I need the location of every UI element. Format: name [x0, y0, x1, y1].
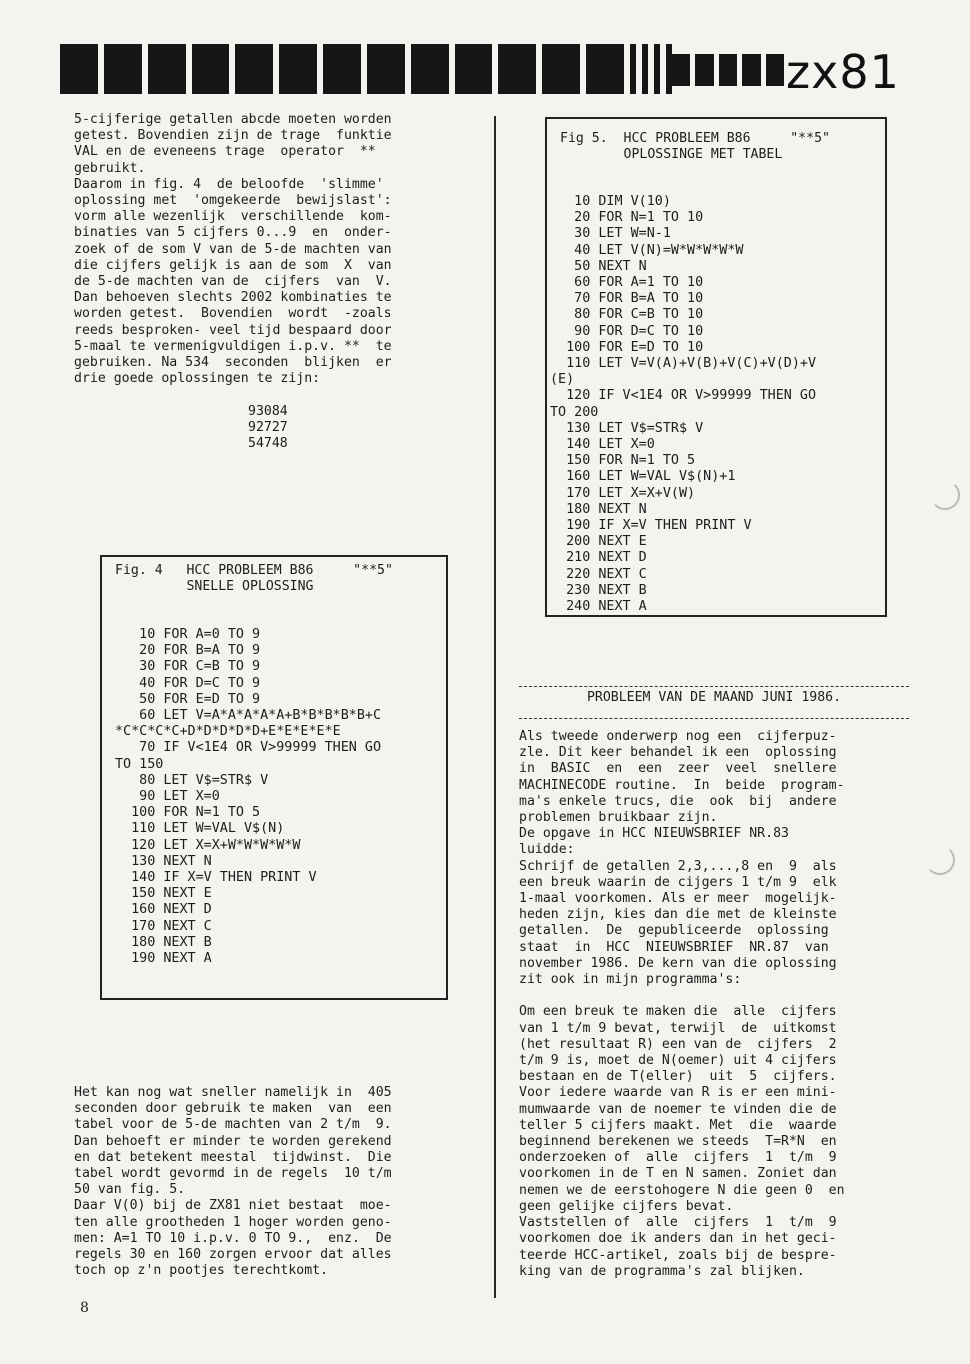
header-bar: [60, 44, 672, 94]
header-block: [367, 44, 405, 94]
header-block: [60, 44, 98, 94]
header-block: [148, 44, 186, 94]
result-value: 92727: [248, 420, 288, 436]
header-block: [104, 44, 142, 94]
header-block: [672, 54, 690, 86]
fig5-box: [545, 117, 887, 617]
header-block: [279, 44, 317, 94]
header-block: [455, 44, 493, 94]
section-rule-bottom: [519, 718, 909, 719]
punch-hole: [925, 845, 955, 875]
header-block: [411, 44, 449, 94]
section-title: PROBLEEM VAN DE MAAND JUNI 1986.: [586, 690, 842, 705]
header-block: [642, 44, 648, 94]
section-rule-top: [519, 686, 909, 687]
header-block: [192, 44, 230, 94]
header-tail: [672, 54, 784, 86]
results-list: [248, 404, 288, 453]
fig4-box: [100, 555, 448, 1000]
header-block: [630, 44, 636, 94]
header-block: [654, 44, 660, 94]
result-value: 93084: [248, 404, 288, 419]
left-intro-text: 5-cijferige getallen abcde moeten worden getest. Bovendien zijn de trage funktie VAL en de eveneens trage operator ** gebruikt. Daarom in fig. 4 de beloofde 'slimme' oplossing met 'omgekeerde bewijslast': vorm alle wezenlijk verschillende kom- binaties van 5 cijfers 0...9 en onder- zoek of de som V van de 5-de machten van die cijfers gelijk is aan de som X van de 5-de machten van de cijfers van V. Dan behoeven slechts 2002 kombinaties te worden getest. Bovendien wordt -zoals reeds besproken- veel tijd bespaard door 5-maal te vermenigvuldigen i.p.v. ** te gebruiken. Na 534 seconden blijken er drie goede oplossingen te zijn:: [74, 112, 392, 387]
fig4-caption: Fig. 4 HCC PROBLEEM B86 "**5" SNELLE OPLOSSING: [115, 563, 393, 595]
header-block: [235, 44, 273, 94]
page-number: 8: [80, 1300, 89, 1316]
header-block: [766, 54, 784, 86]
fig5-caption: Fig 5. HCC PROBLEEM B86 "**5" OPLOSSINGE MET TABEL: [560, 131, 830, 163]
header-block: [742, 54, 760, 86]
left-outro-text: Het kan nog wat sneller namelijk in 405 seconden door gebruik te maken van een tabel voor de 5-de machten van 2 t/m 9. Dan behoeft er minder te worden gerekend en dat betekent meestal tijdwinst. Die tabel wordt gevormd in de regels 10 t/m 50 van fig. 5. Daar V(0) bij de ZX81 niet bestaat moe- ten alle grootheden 1 hoger worden geno- men: A=1 TO 10 i.p.v. 0 TO 9., enz. De regels 30 en 160 zorgen ervoor dat alles toch op z'n pootjes terechtkomt.: [74, 1085, 392, 1279]
zx81-logo: zx81: [786, 45, 900, 99]
fig4-code: 10 FOR A=0 TO 9 20 FOR B=A TO 9 30 FOR C=B TO 9 40 FOR D=C TO 9 50 FOR E=D TO 9 60 LET V=A*A*A*A*A+B*B*B*B*B+C *C*C*C*C+D*D*D*D*D+E*E*E*E*E 70 IF V<1E4 OR V>99999 THEN GO TO 150 80 LET V$=STR$ V 90 LET X=0 100 FOR N=1 TO 5 110 LET W=VAL V$(N) 120 LET X=X+W*W*W*W*W 130 NEXT N 140 IF X=V THEN PRINT V 150 NEXT E 160 NEXT D 170 NEXT C 180 NEXT B 190 NEXT A: [115, 627, 382, 967]
column-divider: [494, 116, 496, 1298]
header-block: [719, 54, 737, 86]
header-block: [498, 44, 536, 94]
right-body-text: Als tweede onderwerp nog een cijferpuz- zle. Dit keer behandel ik een oplossing in BASIC en een zeer veel snellere MACHINECODE routine. In beide program- ma's enkele trucs, die ook bij andere problemen bruikbaar zijn. De opgave in HCC NIEUWSBRIEF NR.83 luidde: Schrijf de getallen 2,3,...,8 en 9 als een breuk waarin de cijgers 1 t/m 9 elk 1-maal voorkomen. Als er meer mogelijk- heden zijn, kies dan die met de kleinste getallen. De gepubliceerde oplossing staat in HCC NIEUWSBRIEF NR.87 van november 1986. De kern van die oplossing zit ook in mijn programma's: Om een breuk te maken die alle cijfers van 1 t/m 9 bevat, terwijl de uitkomst (het resultaat R) een van de cijfers 2 t/m 9 is, moet de N(oemer) uit 4 cijfers bestaan en de T(eller) uit 5 cijfers. Voor iedere waarde van R is er een mini- mumwaarde van de noemer te vinden die de teller 5 cijfers maakt. Met die waarde beginnend berekenen we steeds T=R*N en onderzoeken of alle cijfers 1 t/m 9 voorkomen in de T en N samen. Zoniet dan nemen we de eerstohogere N die geen 0 en geen gelijke cijfers bevat. Vaststellen of alle cijfers 1 t/m 9 voorkomen doe ik anders dan in het geci- teerde HCC-artikel, zoals bij de bespre- king van de programma's zal blijken.: [519, 729, 845, 1279]
header-block: [542, 44, 580, 94]
header-block: [586, 44, 624, 94]
header-block: [695, 54, 713, 86]
header-block: [323, 44, 361, 94]
punch-hole: [930, 480, 960, 510]
fig5-code: 10 DIM V(10) 20 FOR N=1 TO 10 30 LET W=N-1 40 LET V(N)=W*W*W*W*W 50 NEXT N 60 FOR A=1 TO 10 70 FOR B=A TO 10 80 FOR C=B TO 10 90 FOR D=C TO 10 100 FOR E=D TO 10 110 LET V=V(A)+V(B)+V(C)+V(D)+V (E) 120 IF V<1E4 OR V>99999 THEN GO TO 200 130 LET V$=STR$ V 140 LET X=0 150 FOR N=1 TO 5 160 LET W=VAL V$(N)+1 170 LET X=X+V(W) 180 NEXT N 190 IF X=V THEN PRINT V 200 NEXT E 210 NEXT D 220 NEXT C 230 NEXT B 240 NEXT A: [550, 194, 817, 615]
result-value: 54748: [248, 436, 288, 452]
